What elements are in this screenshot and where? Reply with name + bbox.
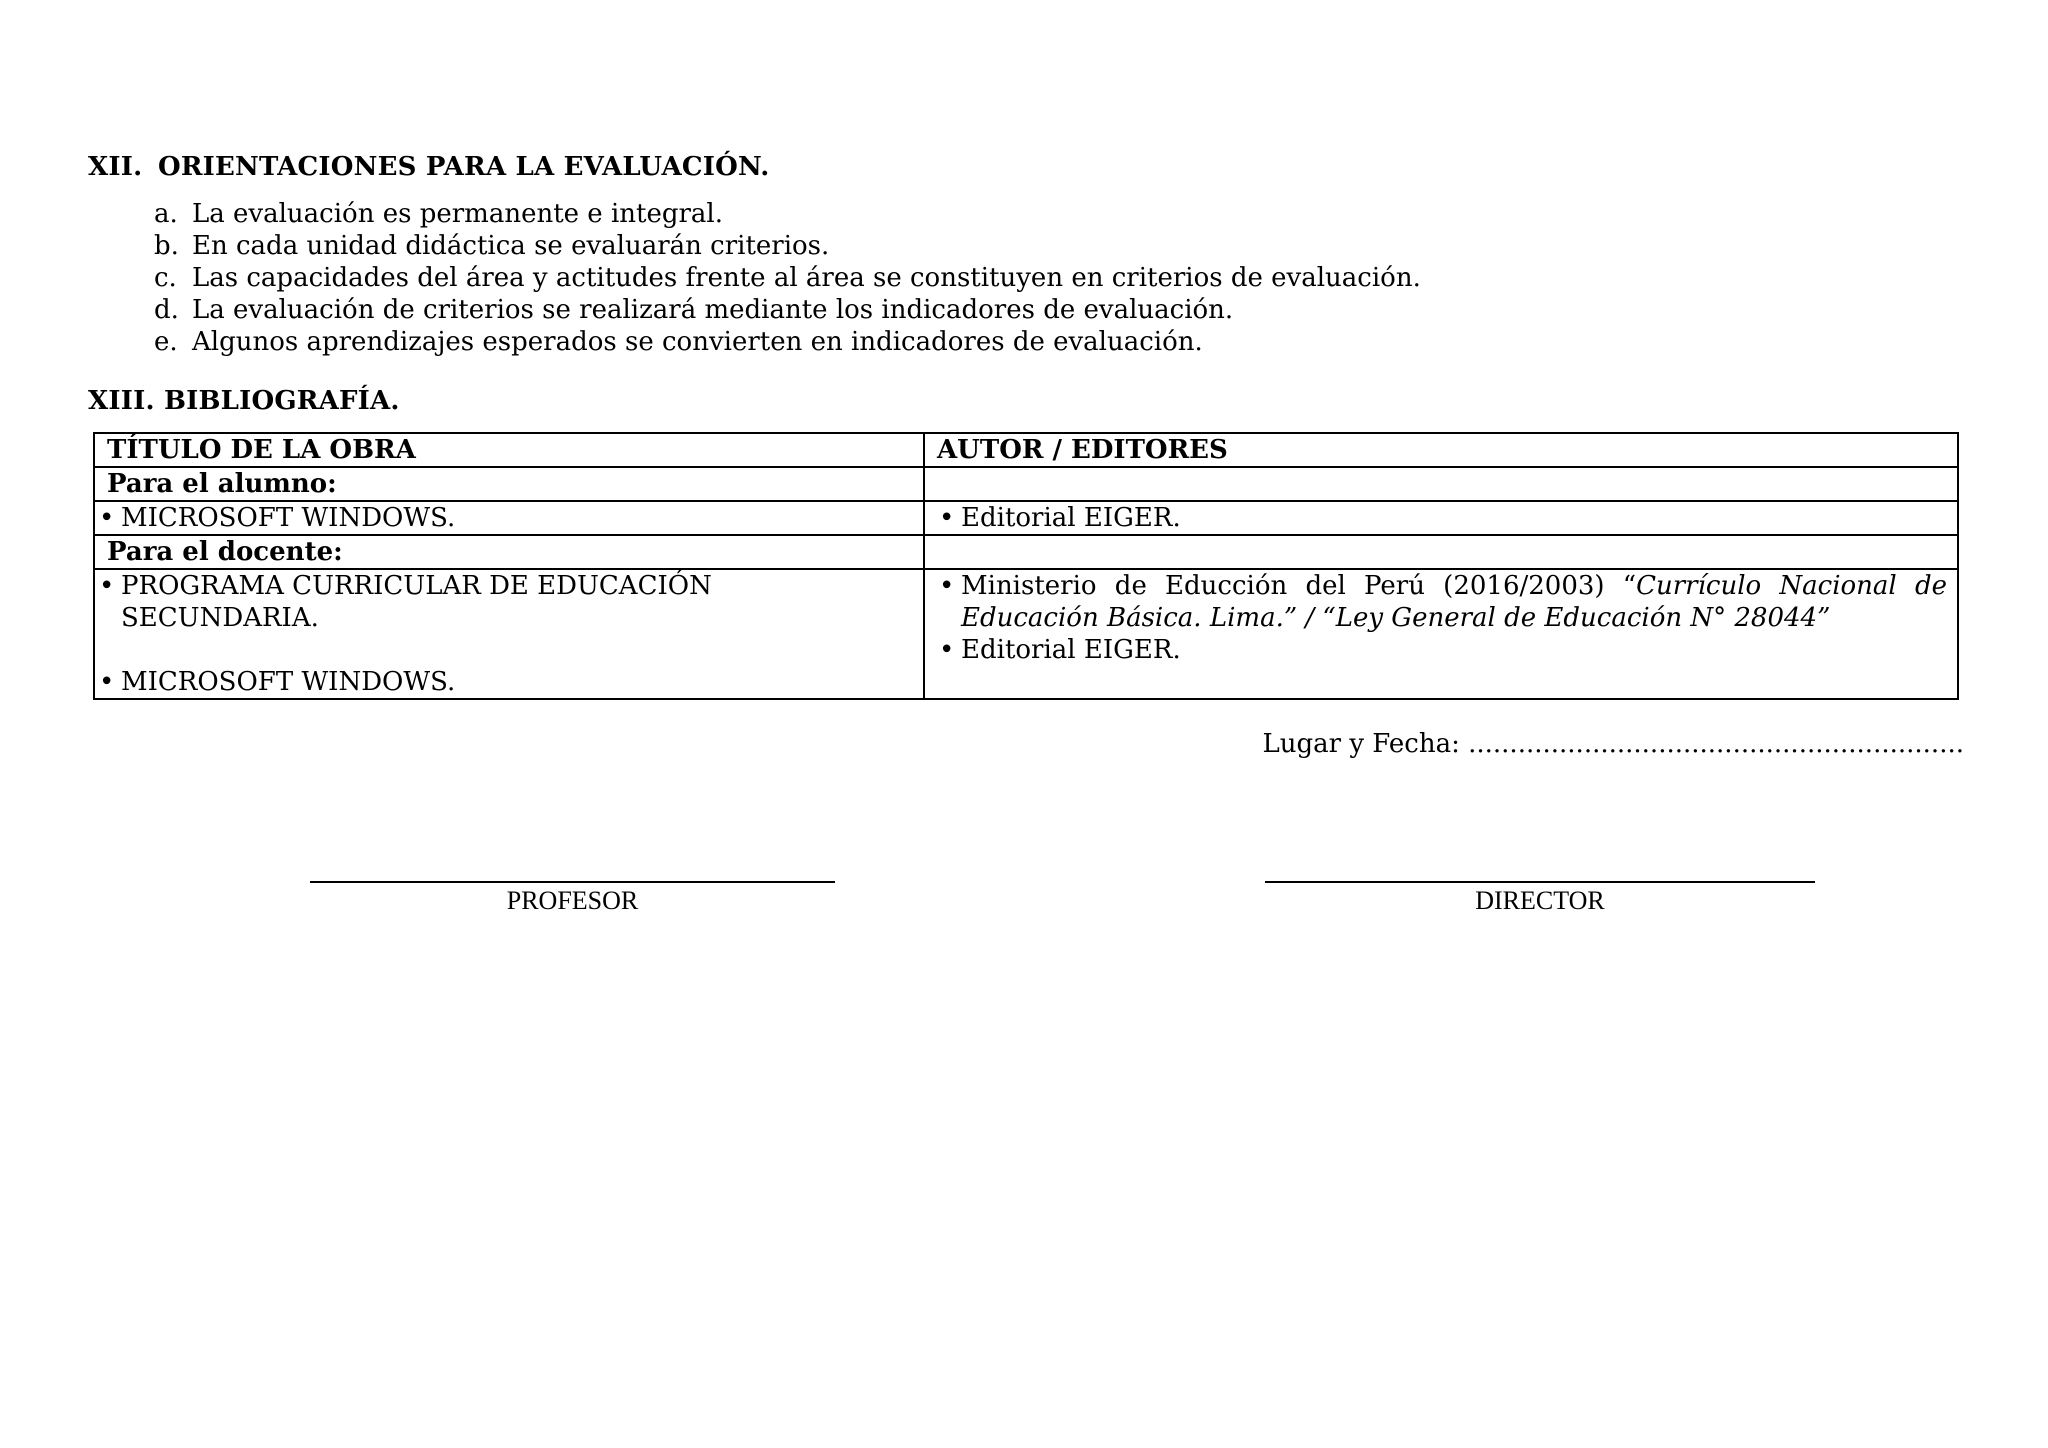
list-item (154, 262, 1421, 294)
item-text: Algunos aprendizajes esperados se convierten en indicadores de evaluación. (192, 327, 1203, 357)
section-title-bibliografia: XIII. BIBLIOGRAFÍA. (88, 386, 400, 416)
signature-line-profesor (310, 881, 835, 883)
section-numeral: XII. (88, 152, 143, 182)
list-item (154, 198, 1421, 230)
autor-text: Ministerio de Educción del Perú (2016/2003) “ (961, 571, 1637, 601)
item-letter: c. (154, 263, 177, 293)
table-cell (924, 501, 1958, 535)
list-item (154, 326, 1421, 358)
bullet-item: • MICROSOFT WINDOWS. (99, 502, 913, 534)
table-row (94, 501, 1958, 535)
table-cell (924, 569, 1958, 699)
header-titulo: TÍTULO DE LA OBRA (94, 433, 924, 467)
item-text: La evaluación es permanente e integral. (192, 199, 723, 229)
lugar-fecha: Lugar y Fecha: ............................................................ (1262, 729, 1964, 759)
section-title-evaluacion (88, 152, 770, 182)
group-label-docente: Para el docente: (94, 535, 924, 569)
item-letter: a. (154, 199, 178, 229)
bullet-item (939, 570, 1947, 634)
table-cell (94, 501, 924, 535)
empty-cell (924, 535, 1958, 569)
bullet-item: • Editorial EIGER. (939, 634, 1947, 666)
item-letter: e. (154, 327, 178, 357)
header-autor: AUTOR / EDITORES (924, 433, 1958, 467)
bullet-item: • Editorial EIGER. (939, 502, 1947, 534)
bibliography-table (93, 432, 1959, 700)
bullet-item: • MICROSOFT WINDOWS. (99, 666, 913, 698)
table-cell (94, 569, 924, 699)
spacer (99, 634, 913, 666)
item-letter: b. (154, 231, 179, 261)
empty-cell (924, 467, 1958, 501)
group-label-alumno: Para el alumno: (94, 467, 924, 501)
item-letter: d. (154, 295, 179, 325)
list-item (154, 294, 1421, 326)
evaluation-list (154, 198, 1421, 358)
section-title-text: ORIENTACIONES PARA LA EVALUACIÓN. (158, 152, 770, 182)
list-item (154, 230, 1421, 262)
item-text: Las capacidades del área y actitudes frente al área se constituyen en criterios de evaluación. (192, 263, 1421, 293)
signature-line-director (1265, 881, 1815, 883)
signature-label-profesor: PROFESOR (506, 886, 639, 915)
item-text: En cada unidad didáctica se evaluarán criterios. (192, 231, 830, 261)
table-row (94, 467, 1958, 501)
table-header-row (94, 433, 1958, 467)
table-row (94, 535, 1958, 569)
table-row (94, 569, 1958, 699)
bullet-item: • PROGRAMA CURRICULAR DE EDUCACIÓN SECUNDARIA. (99, 570, 913, 634)
autor-italic-text: Currículo Nacional de Educación Básica. Lima.” / “Ley General de Educación N° 28044” (961, 571, 1947, 633)
item-text: La evaluación de criterios se realizará mediante los indicadores de evaluación. (192, 295, 1234, 325)
signature-label-director: DIRECTOR (1475, 886, 1605, 915)
